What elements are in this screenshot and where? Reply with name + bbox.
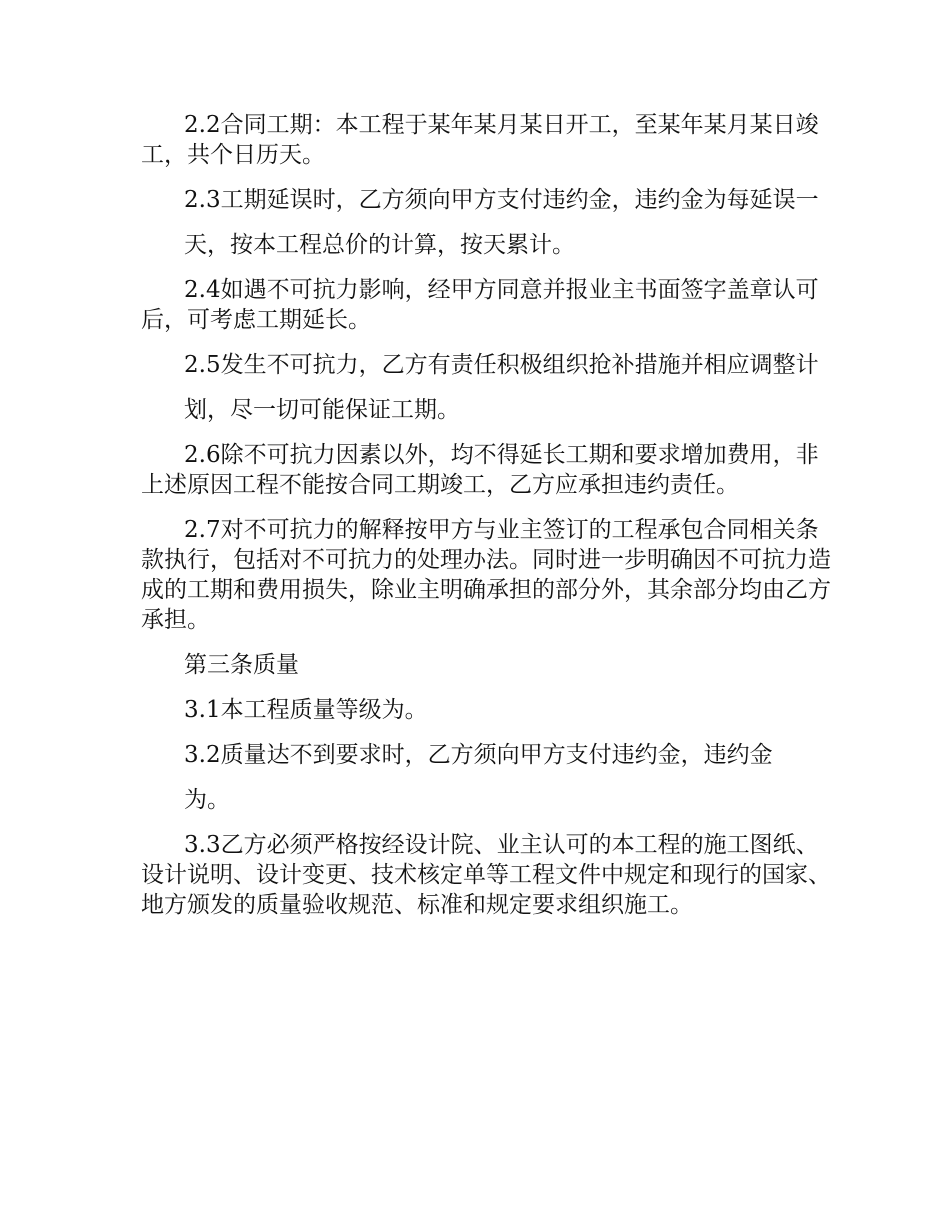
paragraph-2-3: 2.3工期延误时，乙方须向甲方支付违约金，违约金为每延误一 xyxy=(184,187,819,213)
paragraph-3-3: 3.3乙方必须严格按经设计院、业主认可的本工程的施工图纸、设计说明、设计变更、技术核定单等工程文件中规定和现行的国家、地方颁发的质量验收规范、标准和规定要求组织施工。 xyxy=(141,832,831,918)
section-heading-quality: 第三条质量 xyxy=(184,652,299,678)
paragraph-3-2: 3.2质量达不到要求时，乙方须向甲方支付违约金，违约金 xyxy=(184,742,773,768)
paragraph-2-2: 2.2合同工期：本工程于某年某月某日开工，至某年某月某日竣工，共个日历天。 xyxy=(141,112,819,168)
paragraph-2-3-continued: 天，按本工程总价的计算，按天累计。 xyxy=(184,232,575,258)
paragraph-2-5: 2.5发生不可抗力，乙方有责任积极组织抢补措施并相应调整计 xyxy=(184,352,819,378)
paragraph-3-1: 3.1本工程质量等级为。 xyxy=(184,697,428,723)
paragraph-3-2-continued: 为。 xyxy=(184,787,230,813)
paragraph-2-7: 2.7对不可抗力的解释按甲方与业主签订的工程承包合同相关条款执行，包括对不可抗力的处理办法。同时进一步明确因不可抗力造成的工期和费用损失，除业主明确承担的部分外，其余部分均由乙方承担。 xyxy=(141,517,831,633)
paragraph-2-6: 2.6除不可抗力因素以外，均不得延长工期和要求增加费用，非上述原因工程不能按合同工期竣工，乙方应承担违约责任。 xyxy=(141,442,819,498)
paragraph-2-4: 2.4如遇不可抗力影响，经甲方同意并报业主书面签字盖章认可后，可考虑工期延长。 xyxy=(141,277,819,333)
document-body xyxy=(141,110,831,935)
paragraph-2-5-continued: 划，尽一切可能保证工期。 xyxy=(184,397,460,423)
